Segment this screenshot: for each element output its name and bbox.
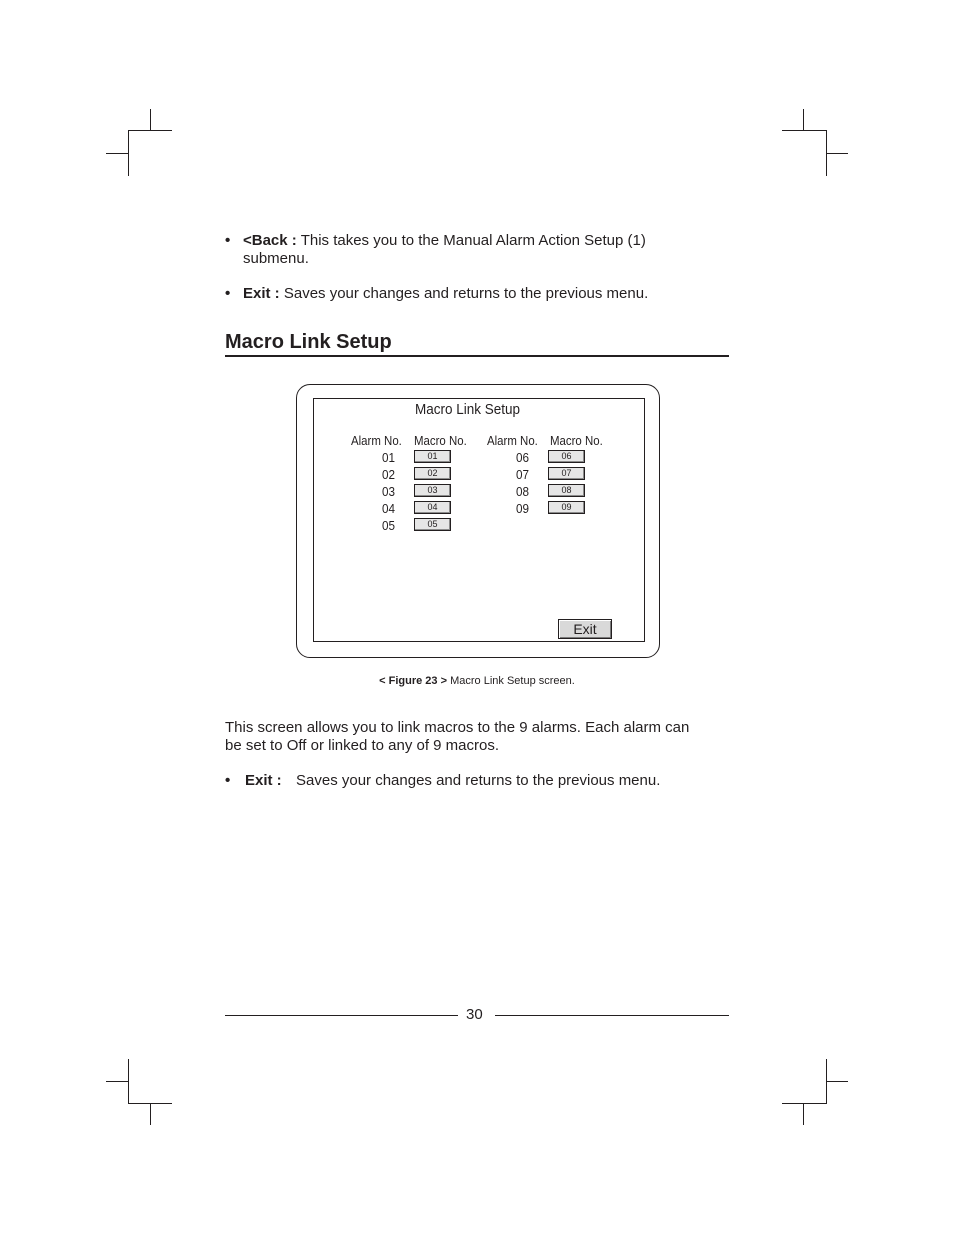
alarm-number: 04 [382, 501, 396, 516]
back-term: <Back : [243, 232, 297, 249]
back-description: This takes you to the Manual Alarm Action Setup (1) [296, 232, 646, 249]
heading-rule [225, 355, 729, 357]
exit-term-bottom: Exit : [245, 772, 282, 789]
figure-caption-text: Macro Link Setup screen. [447, 675, 575, 687]
macro-select[interactable]: 04 [414, 501, 451, 514]
macro-select[interactable]: 03 [414, 484, 451, 497]
back-bullet-text [243, 232, 723, 268]
alarm-number: 07 [516, 467, 530, 482]
col-head-alarm-right: Alarm No. [487, 433, 538, 448]
bullet-dot: • [225, 772, 231, 789]
macro-select[interactable]: 02 [414, 467, 451, 480]
body-paragraph [225, 719, 735, 755]
alarm-number: 03 [382, 484, 396, 499]
back-description-cont: submenu. [243, 250, 309, 267]
alarm-number: 02 [382, 467, 396, 482]
macro-select[interactable]: 01 [414, 450, 451, 463]
alarm-number: 06 [516, 450, 530, 465]
section-heading: Macro Link Setup [225, 331, 392, 353]
macro-select[interactable]: 06 [548, 450, 585, 463]
col-head-macro-right: Macro No. [550, 433, 603, 448]
footer-rule-right [495, 1015, 729, 1016]
figure-caption [0, 675, 954, 687]
col-head-macro-left: Macro No. [414, 433, 467, 448]
screen-exit-button[interactable]: Exit [558, 619, 612, 639]
macro-select[interactable]: 09 [548, 501, 585, 514]
footer-rule-left [225, 1015, 458, 1016]
macro-select[interactable]: 08 [548, 484, 585, 497]
figure-label: < Figure 23 > [379, 675, 448, 687]
screen-title: Macro Link Setup [415, 401, 521, 418]
bullet-dot: • [225, 285, 231, 302]
exit-description-bottom: Saves your changes and returns to the previous menu. [296, 772, 661, 789]
page-number: 30 [466, 1006, 483, 1023]
alarm-number: 08 [516, 484, 530, 499]
bullet-dot: • [225, 232, 231, 249]
exit-description: Saves your changes and returns to the previous menu. [279, 285, 649, 302]
col-head-alarm-left: Alarm No. [351, 433, 402, 448]
exit-term: Exit : [243, 285, 280, 302]
alarm-number: 09 [516, 501, 530, 516]
alarm-number: 01 [382, 450, 396, 465]
macro-select[interactable]: 05 [414, 518, 451, 531]
body-line-1: This screen allows you to link macros to the 9 alarms. Each alarm can [225, 719, 690, 736]
alarm-number: 05 [382, 518, 396, 533]
macro-select[interactable]: 07 [548, 467, 585, 480]
exit-bullet-text [243, 285, 723, 303]
body-line-2: be set to Off or linked to any of 9 macros. [225, 737, 500, 754]
